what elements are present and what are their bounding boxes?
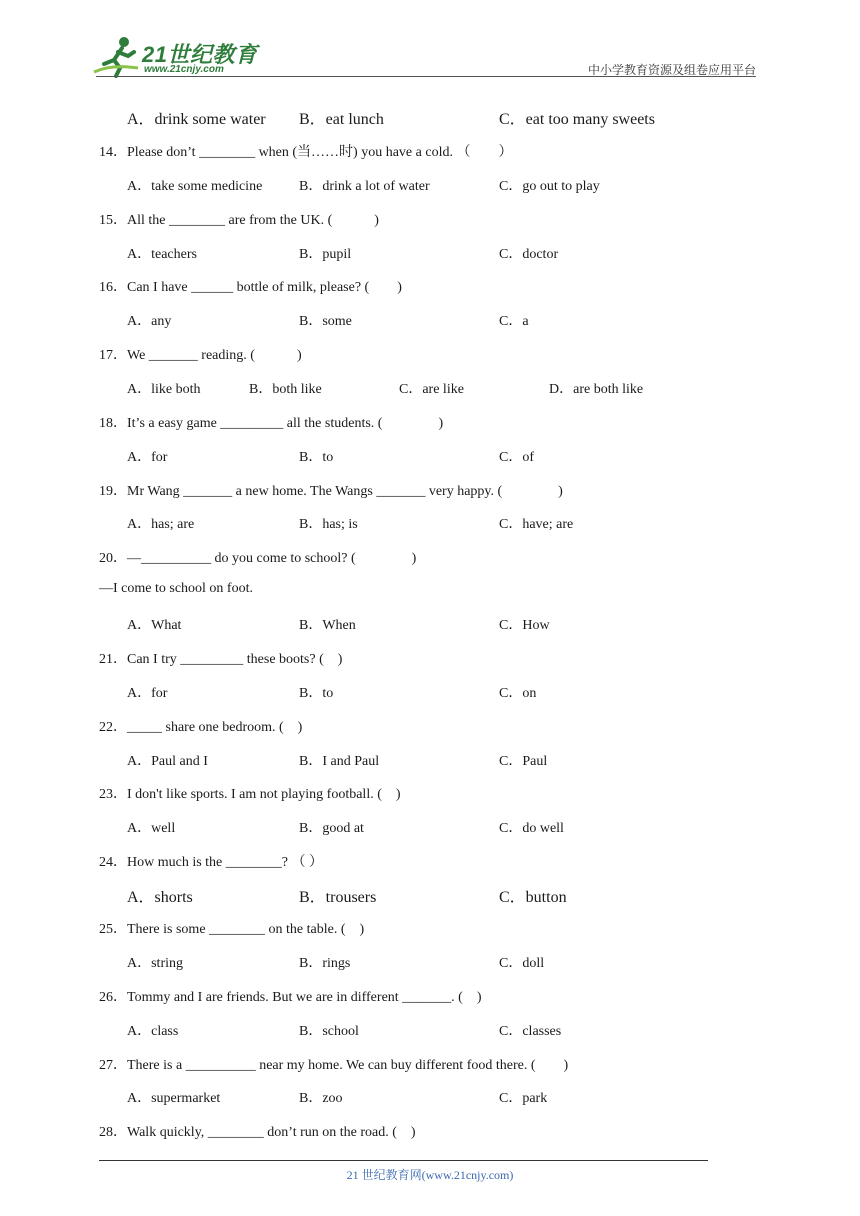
question-25: 25．There is some ________ on the table. ( ) [99, 922, 365, 937]
option-c: C．doctor [499, 247, 559, 262]
question-19: 19．Mr Wang _______ a new home. The Wangs _______ very happy. ( ) [99, 484, 563, 499]
option-b: B．When [299, 618, 356, 633]
option-c: C．button [499, 889, 567, 906]
option-c: C．do well [499, 821, 564, 836]
question-16: 16．Can I have ______ bottle of milk, please? ( ) [99, 280, 402, 295]
option-b: B．to [299, 450, 334, 465]
option-b: B．drink a lot of water [299, 179, 430, 194]
option-b: B．I and Paul [299, 754, 380, 769]
option-a: A．class [127, 1024, 179, 1039]
question-26: 26．Tommy and I are friends. But we are in different _______. ( ) [99, 990, 482, 1005]
page-header [0, 0, 860, 80]
question-28: 28．Walk quickly, ________ don’t run on the road. ( ) [99, 1125, 416, 1140]
question-22: 22．_____ share one bedroom. ( ) [99, 720, 303, 735]
option-a: A．well [127, 821, 176, 836]
option-c: C．How [499, 618, 550, 633]
option-b: B．zoo [299, 1091, 343, 1106]
option-b: B．school [299, 1024, 359, 1039]
option-b: B．good at [299, 821, 364, 836]
option-b: B．eat lunch [299, 111, 384, 128]
logo-url: www.21cnjy.com [144, 64, 224, 75]
option-a: A．Paul and I [127, 754, 208, 769]
option-a: A．like both [127, 382, 201, 397]
option-b: B．pupil [299, 247, 352, 262]
option-a: A．for [127, 450, 168, 465]
footer-divider [99, 1160, 708, 1161]
header-site-name: 中小学教育资源及组卷应用平台 [587, 63, 756, 77]
question-18: 18．It’s a easy game _________ all the students. ( ) [99, 416, 444, 431]
option-b: B．some [299, 314, 352, 329]
option-c: C．eat too many sweets [499, 111, 655, 128]
runner-logo-icon [92, 34, 142, 78]
option-b: B．both like [249, 382, 322, 397]
site-logo [92, 34, 262, 78]
option-c: C．have; are [499, 517, 574, 532]
option-b: B．has; is [299, 517, 358, 532]
option-b: B．rings [299, 956, 351, 971]
option-c: C．doll [499, 956, 545, 971]
question-14: 14．Please don’t ________ when (当……时) you have a cold. （ ） [99, 145, 513, 160]
option-c: C．on [499, 686, 537, 701]
option-c: C．a [499, 314, 529, 329]
option-a: A．What [127, 618, 182, 633]
question-20: 20．—__________ do you come to school? ( ) [99, 551, 417, 566]
question-21: 21．Can I try _________ these boots? ( ) [99, 652, 343, 667]
option-a: A．take some medicine [127, 179, 263, 194]
option-c: C．park [499, 1091, 548, 1106]
option-a: A．drink some water [127, 111, 266, 128]
option-c: C．go out to play [499, 179, 600, 194]
page-footer: 21 世纪教育网(www.21cnjy.com) [346, 1168, 514, 1182]
option-d: D．are both like [549, 382, 644, 397]
option-a: A．any [127, 314, 172, 329]
option-b: B．to [299, 686, 334, 701]
option-c: C．are like [399, 382, 464, 397]
question-17: 17．We _______ reading. ( ) [99, 348, 302, 363]
option-c: C．Paul [499, 754, 548, 769]
option-a: A．string [127, 956, 183, 971]
option-a: A．supermarket [127, 1091, 221, 1106]
question-24: 24．How much is the ________? （ ） [99, 855, 323, 870]
option-a: A．for [127, 686, 168, 701]
option-b: B．trousers [299, 889, 377, 906]
dialogue-reply: —I come to school on foot. [99, 581, 253, 596]
option-c: C．classes [499, 1024, 562, 1039]
option-a: A．has; are [127, 517, 195, 532]
logo-text: 21世纪教育 [142, 42, 258, 67]
option-a: A．shorts [127, 889, 193, 906]
question-23: 23．I don't like sports. I am not playing football. ( ) [99, 787, 401, 802]
header-divider [96, 76, 756, 77]
question-27: 27．There is a __________ near my home. We can buy different food there. ( ) [99, 1058, 569, 1073]
option-c: C．of [499, 450, 534, 465]
option-a: A．teachers [127, 247, 197, 262]
question-15: 15．All the ________ are from the UK. ( ) [99, 213, 379, 228]
